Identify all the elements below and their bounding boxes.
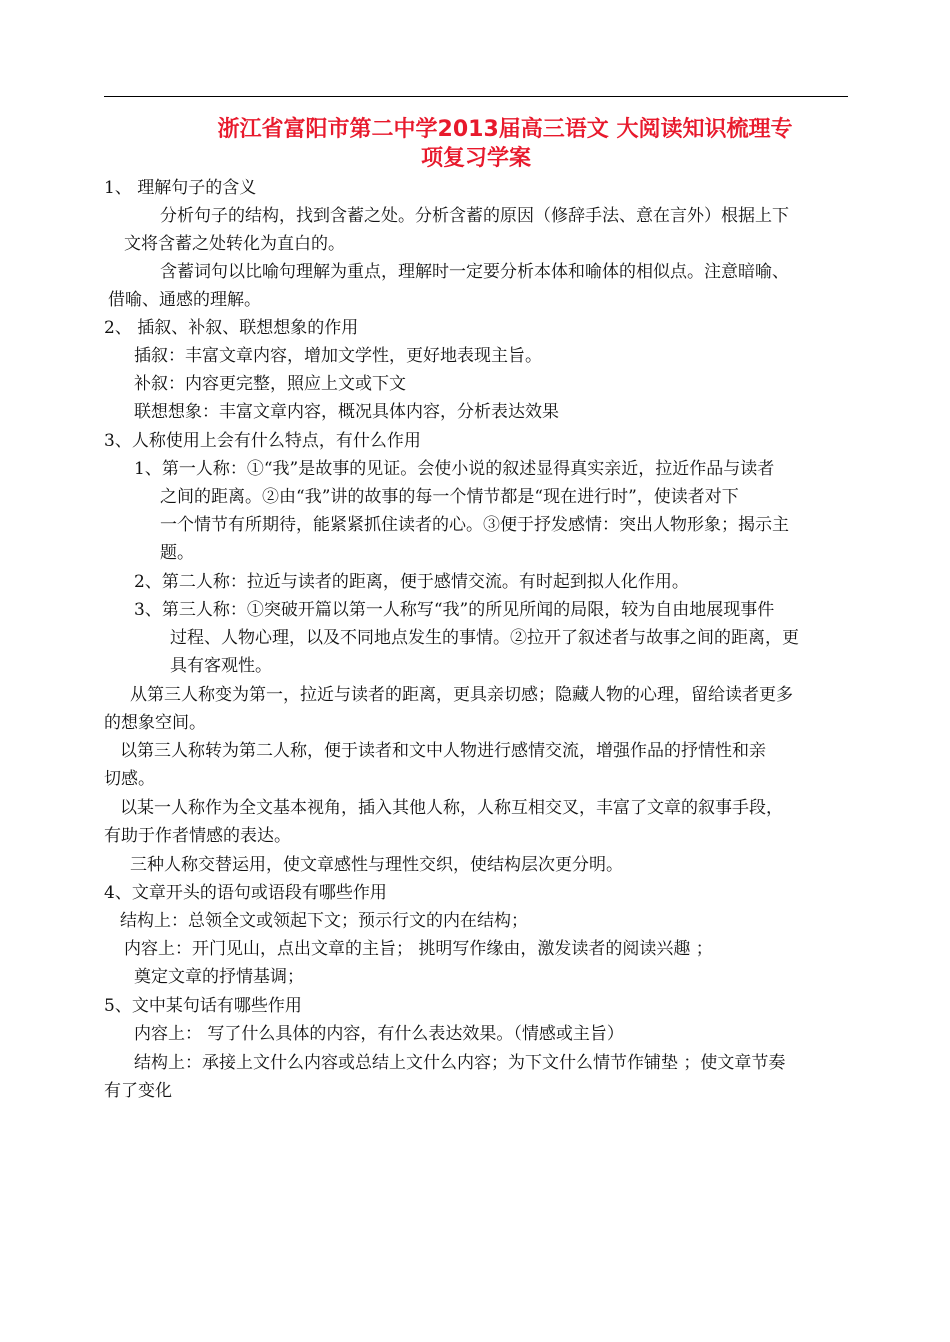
section-4-heading: 4、文章开头的语句或语段有哪些作用 [104,883,387,903]
paragraph-line: 借喻、通感的理解。 [108,290,261,310]
paragraph-line: 的想象空间。 [104,713,206,733]
list-item-first-person: 1、第一人称：①“我”是故事的见证。会使小说的叙述显得真实亲近，拉近作品与读者 [134,459,775,479]
list-item-third-person: 3、第三人称：①突破开篇以第一人称写“我”的所见所闻的局限，较为自由地展现事件 [134,600,775,620]
paragraph-line: 含蓄词句以比喻句理解为重点，理解时一定要分析本体和喻体的相似点。注意暗喻、 [160,262,789,282]
document-title-line-2: 项复习学案 [420,146,531,171]
paragraph-line: 插叙：丰富文章内容，增加文学性，更好地表现主旨。 [134,346,542,366]
paragraph-line: 具有客观性。 [170,656,272,676]
header-rule [104,96,848,97]
paragraph-line: 以某一人称作为全文基本视角，插入其他人称，人称互相交叉，丰富了文章的叙事手段， [120,798,783,818]
paragraph-line: 内容上： 写了什么具体的内容，有什么表达效果。（情感或主旨） [134,1024,624,1044]
paragraph-line: 文将含蓄之处转化为直白的。 [124,234,345,254]
section-5-heading: 5、文中某句话有哪些作用 [104,996,302,1016]
paragraph-line: 以第三人称转为第二人称，便于读者和文中人物进行感情交流，增强作品的抒情性和亲 [120,741,766,761]
paragraph-line: 结构上：承接上文什么内容或总结上文什么内容；为下文什么情节作铺垫 ；使文章节奏 [134,1053,786,1073]
paragraph-line: 从第三人称变为第一，拉近与读者的距离，更具亲切感；隐藏人物的心理，留给读者更多 [130,685,793,705]
list-item-second-person: 2、第二人称：拉近与读者的距离，便于感情交流。有时起到拟人化作用。 [134,572,689,592]
document-title-line-1: 浙江省富阳市第二中学2013届高三语文 大阅读知识梳理专 [217,117,793,142]
paragraph-line: 有助于作者情感的表达。 [104,826,291,846]
section-3-heading: 3、人称使用上会有什么特点，有什么作用 [104,431,421,451]
paragraph-line: 过程、人物心理，以及不同地点发生的事情。②拉开了叙述者与故事之间的距离，更 [170,628,799,648]
paragraph-line: 奠定文章的抒情基调； [134,967,304,987]
section-1-heading: 1、 理解句子的含义 [104,178,257,198]
paragraph-line: 之间的距离。②由“我”讲的故事的每一个情节都是“现在进行时”，使读者对下 [160,487,739,507]
paragraph-line: 三种人称交替运用，使文章感性与理性交织，使结构层次更分明。 [130,855,623,875]
paragraph-line: 切感。 [104,769,155,789]
paragraph-line: 内容上：开门见山，点出文章的主旨； 挑明写作缘由，激发读者的阅读兴趣 ； [124,939,713,959]
section-2-heading: 2、 插叙、补叙、联想想象的作用 [104,318,359,338]
paragraph-line: 一个情节有所期待，能紧紧抓住读者的心。③便于抒发感情：突出人物形象；揭示主 [160,515,789,535]
paragraph-line: 补叙：内容更完整，照应上文或下文 [134,374,406,394]
paragraph-line: 分析句子的结构，找到含蓄之处。分析含蓄的原因（修辞手法、意在言外）根据上下 [160,206,789,226]
paragraph-line: 有了变化 [104,1081,172,1101]
paragraph-line: 结构上：总领全文或领起下文；预示行文的内在结构； [120,911,528,931]
paragraph-line: 联想想象：丰富文章内容，概况具体内容，分析表达效果 [134,402,559,422]
paragraph-line: 题。 [160,543,194,563]
